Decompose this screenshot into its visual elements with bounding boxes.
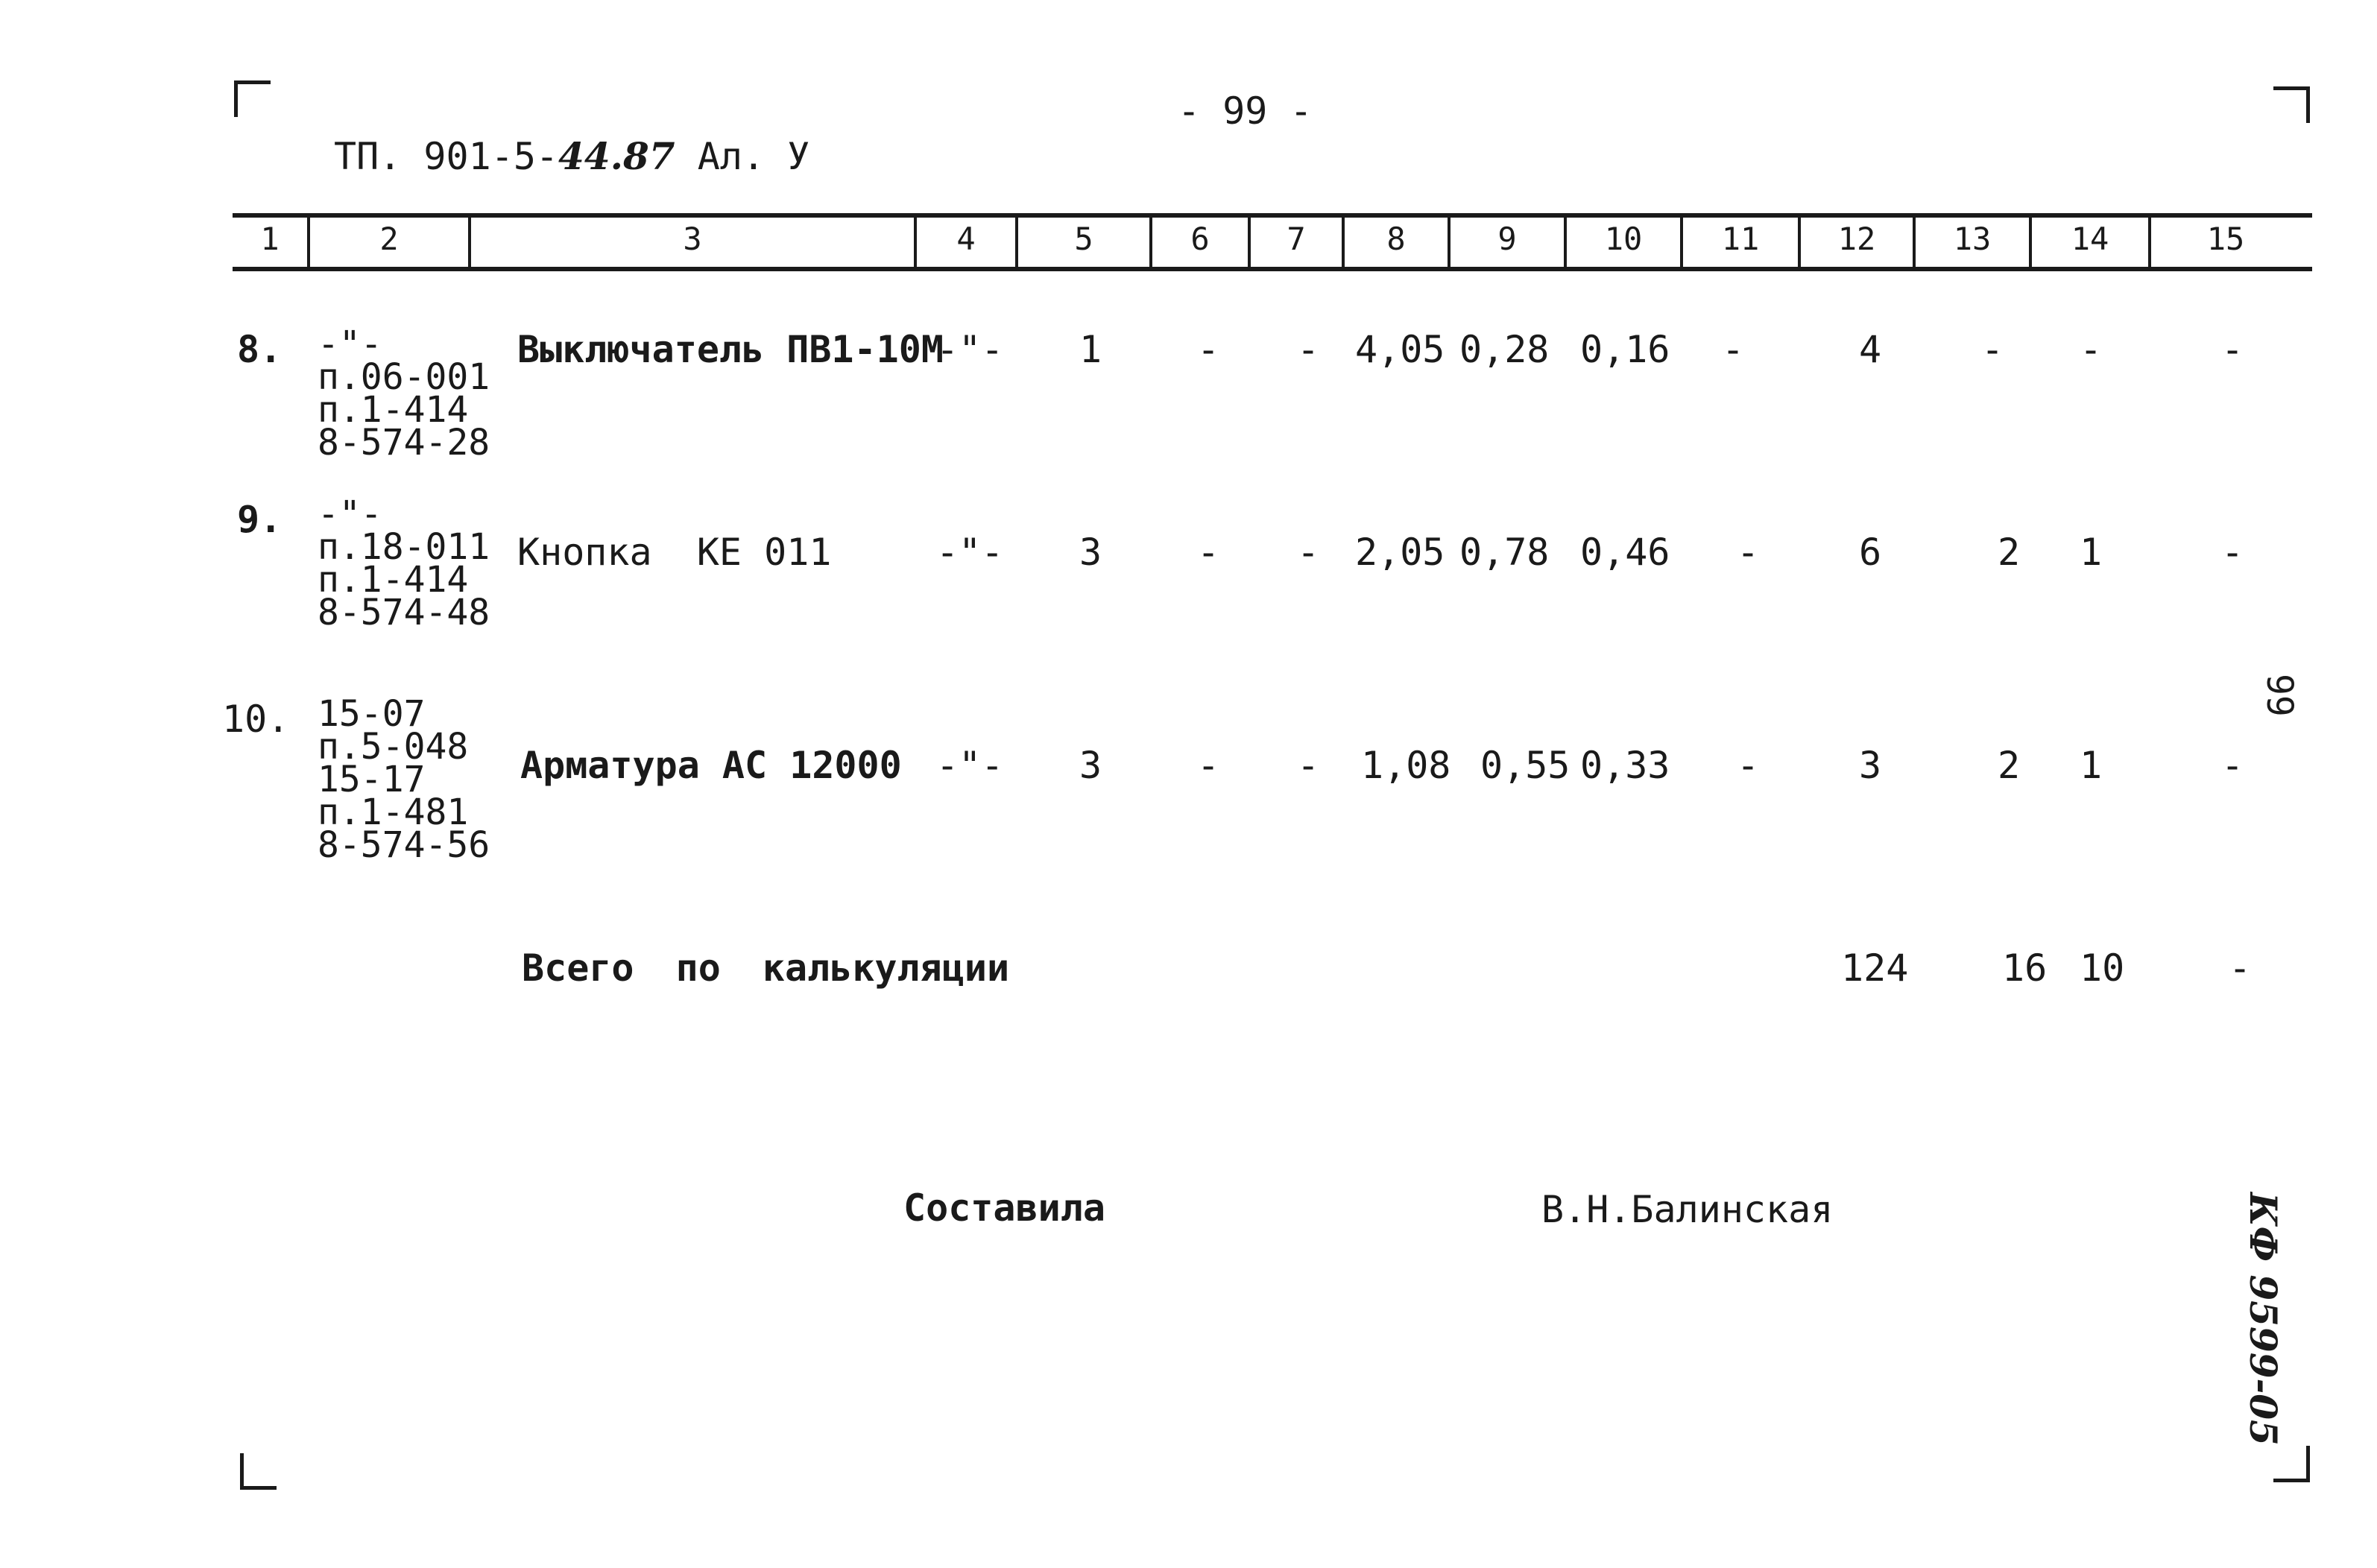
- row-col-14: 1: [2080, 744, 2103, 787]
- row-number: 9.: [237, 498, 282, 541]
- column-header-1: 1: [260, 221, 280, 257]
- row-col-7: -: [1297, 328, 1320, 371]
- row-col-13: 2: [1998, 744, 2021, 787]
- document-code-prefix: ТП. 901-5-: [334, 135, 559, 178]
- column-header-5: 5: [1074, 221, 1093, 257]
- column-header-3: 3: [683, 221, 702, 257]
- document-code-handwritten: 44.87: [558, 134, 675, 178]
- row-col-5: 3: [1079, 744, 1102, 787]
- table-header-top-rule: [233, 213, 2312, 218]
- row-col-11: -: [1737, 744, 1760, 787]
- corner-mark-top-left: [234, 80, 271, 117]
- margin-page-number: 99: [2258, 674, 2300, 717]
- row-col-8: 4,05: [1355, 328, 1445, 371]
- column-header-10: 10: [1604, 221, 1643, 257]
- row-col-9: 0,28: [1459, 328, 1550, 371]
- row-col-9: 0,78: [1459, 531, 1550, 574]
- row-col-14: -: [2080, 328, 2103, 371]
- column-header-12: 12: [1837, 221, 1876, 257]
- row-code-line: п.1-481: [318, 791, 469, 833]
- row-code-line: -"-: [318, 323, 382, 365]
- row-col-15: -: [2221, 531, 2244, 574]
- corner-mark-bottom-left: [240, 1453, 277, 1490]
- row-col-4: -"-: [936, 531, 1004, 574]
- row-number: 8.: [237, 328, 282, 371]
- row-col-8: 1,08: [1361, 744, 1451, 787]
- row-code: [318, 693, 490, 866]
- row-col-13: 2: [1998, 531, 2021, 574]
- row-col-6: -: [1197, 328, 1220, 371]
- column-header-4: 4: [956, 221, 976, 257]
- row-col-12: 6: [1859, 531, 1882, 574]
- row-code-line: п.1-414: [318, 559, 469, 601]
- total-col-12: 124: [1841, 946, 1909, 990]
- row-col-15: -: [2221, 744, 2244, 787]
- row-code: [318, 493, 490, 633]
- row-col-5: 1: [1079, 328, 1102, 371]
- row-col-13: -: [1981, 328, 2004, 371]
- column-header-8: 8: [1386, 221, 1406, 257]
- row-code-line: п.1-414: [318, 389, 469, 431]
- row-code-line: п.06-001: [318, 356, 490, 398]
- row-name: Арматура АС 12000: [520, 744, 902, 787]
- corner-mark-bottom-right: [2273, 1446, 2310, 1482]
- row-code: [318, 323, 490, 464]
- row-col-5: 3: [1079, 531, 1102, 574]
- row-col-8: 2,05: [1355, 531, 1445, 574]
- row-col-11: -: [1737, 531, 1760, 574]
- document-code-suffix: Ал. У: [675, 135, 810, 178]
- row-code-line: 15-07: [318, 693, 426, 735]
- document-code: [334, 134, 809, 178]
- column-header-15: 15: [2206, 221, 2245, 257]
- compiled-by: В.Н.Балинская: [1541, 1188, 1834, 1231]
- row-code-line: 8-574-28: [318, 422, 490, 464]
- table-header-bottom-rule: [233, 267, 2312, 271]
- column-header-13: 13: [1953, 221, 1992, 257]
- total-col-13: 16: [2002, 946, 2048, 990]
- column-header-9: 9: [1497, 221, 1517, 257]
- total-label: Всего по калькуляции: [522, 946, 1010, 990]
- row-number: 10.: [222, 698, 290, 741]
- row-col-7: -: [1297, 744, 1320, 787]
- row-col-4: -"-: [936, 328, 1004, 371]
- row-col-6: -: [1197, 744, 1220, 787]
- corner-mark-top-right: [2273, 86, 2310, 123]
- row-col-12: 3: [1859, 744, 1882, 787]
- compiled-label: Составила: [903, 1186, 1105, 1230]
- row-col-10: 0,46: [1580, 531, 1670, 574]
- row-code-line: п.18-011: [318, 526, 490, 568]
- total-col-15: -: [2229, 946, 2252, 990]
- row-col-9: 0,55: [1480, 744, 1571, 787]
- row-name: Кнопка КЕ 011: [517, 531, 832, 574]
- page-number: - 99 -: [1178, 89, 1313, 133]
- column-header-11: 11: [1721, 221, 1760, 257]
- archive-code: КФ 9599-05: [2241, 1192, 2285, 1446]
- column-header-2: 2: [379, 221, 399, 257]
- row-col-15: -: [2221, 328, 2244, 371]
- row-col-6: -: [1197, 531, 1220, 574]
- row-col-7: -: [1297, 531, 1320, 574]
- row-col-10: 0,16: [1580, 328, 1670, 371]
- row-code-line: 8-574-56: [318, 824, 490, 866]
- row-col-4: -"-: [936, 744, 1004, 787]
- row-name: Выключатель ПВ1-10М: [517, 328, 944, 371]
- row-code-line: -"-: [318, 493, 382, 535]
- column-header-6: 6: [1190, 221, 1210, 257]
- total-col-14: 10: [2080, 946, 2125, 990]
- row-code-line: 8-574-48: [318, 592, 490, 633]
- row-col-12: 4: [1859, 328, 1882, 371]
- row-code-line: 15-17: [318, 759, 426, 800]
- column-header-7: 7: [1287, 221, 1306, 257]
- row-col-14: 1: [2080, 531, 2103, 574]
- row-code-line: п.5-048: [318, 726, 469, 768]
- row-col-10: 0,33: [1580, 744, 1670, 787]
- row-col-11: -: [1722, 328, 1745, 371]
- column-header-14: 14: [2071, 221, 2109, 257]
